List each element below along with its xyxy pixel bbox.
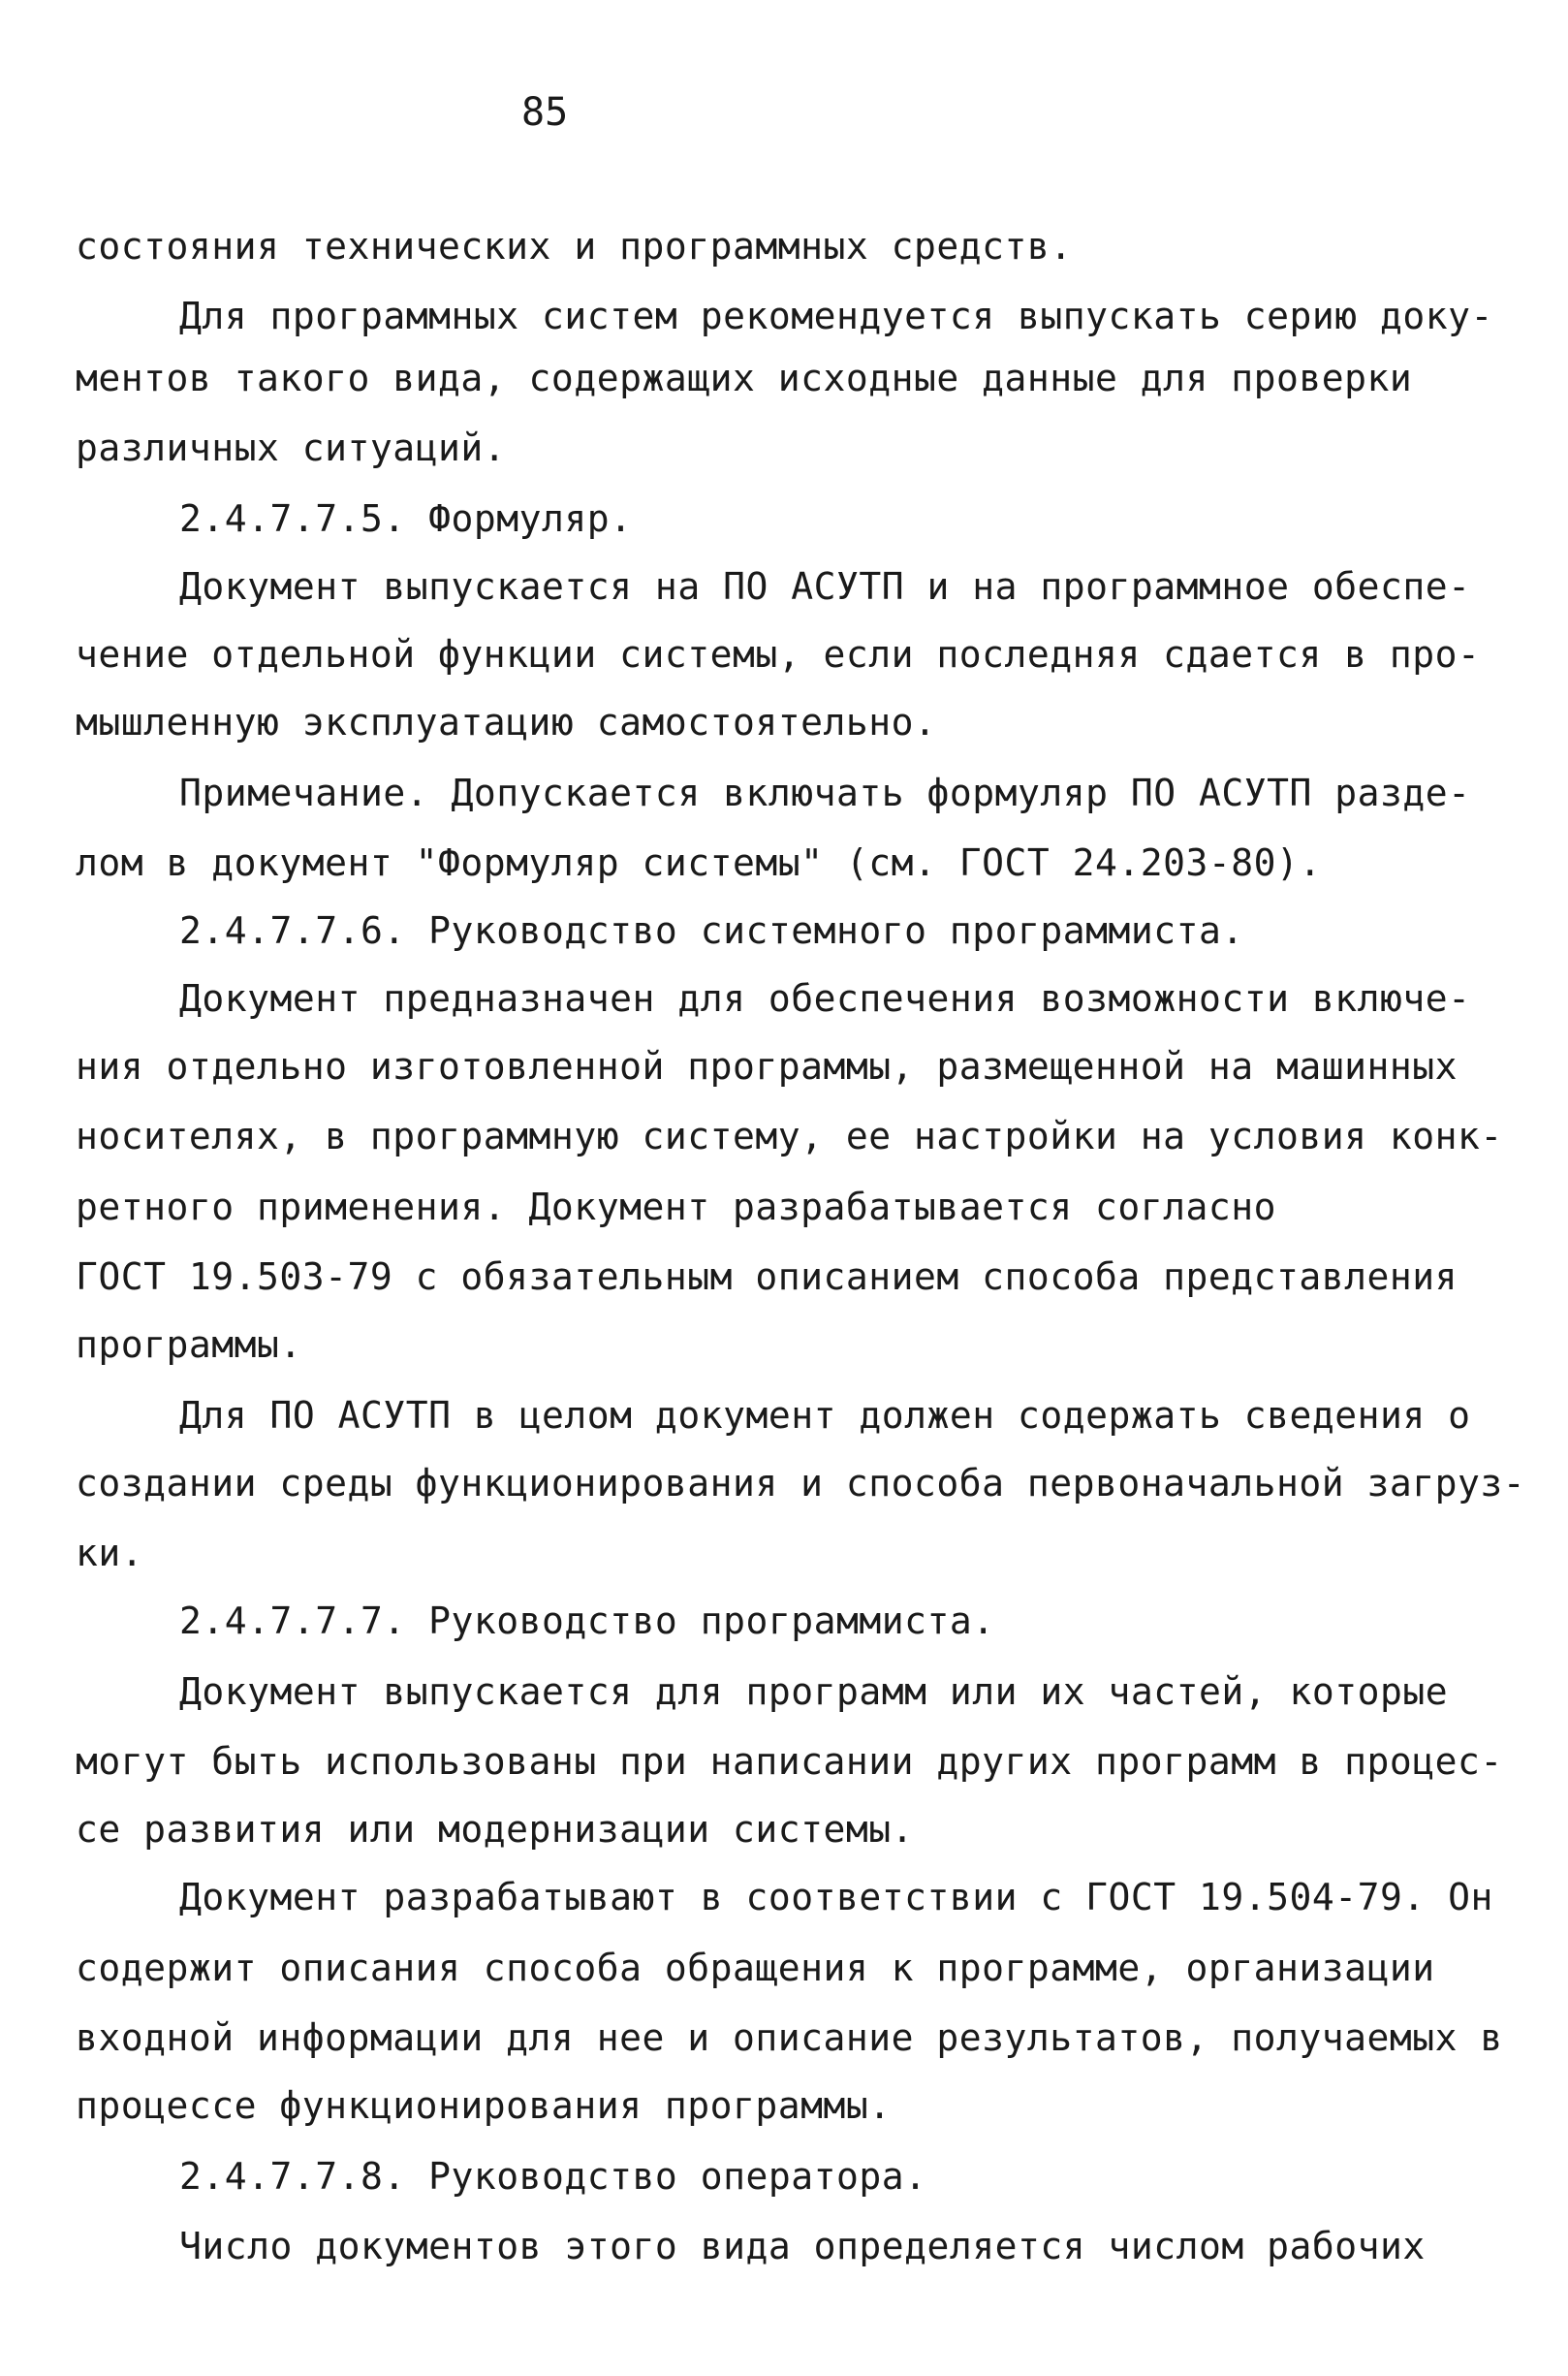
section-heading: 2.4.7.7.5. Формуляр. bbox=[179, 497, 633, 540]
note-line: лом в документ "Формуляр системы" (см. ГОСТ 24.203-80). bbox=[76, 841, 1322, 884]
text-line: се развития или модернизации системы. bbox=[76, 1808, 914, 1851]
section-heading: 2.4.7.7.7. Руководство программиста. bbox=[179, 1600, 995, 1642]
text-line: могут быть использованы при написании других программ в процес- bbox=[76, 1740, 1503, 1783]
text-line: процессе функционирования программы. bbox=[76, 2084, 892, 2127]
text-line: мышленную эксплуатацию самостоятельно. bbox=[76, 701, 937, 744]
text-line: создании среды функционирования и способа первоначальной загруз- bbox=[76, 1462, 1526, 1505]
text-line: Документ предназначен для обеспечения возможности включе- bbox=[179, 977, 1471, 1020]
section-heading: 2.4.7.7.8. Руководство оператора. bbox=[179, 2155, 927, 2198]
page-number: 85 bbox=[521, 90, 569, 135]
text-line: Для ПО АСУТП в целом документ должен содержать сведения о bbox=[179, 1394, 1471, 1437]
text-line: Число документов этого вида определяется числом рабочих bbox=[179, 2225, 1426, 2267]
text-line: Для программных систем рекомендуется выпускать серию доку- bbox=[179, 295, 1493, 337]
text-line: Документ выпускается для программ или их частей, которые bbox=[179, 1670, 1449, 1713]
text-line: ния отдельно изготовленной программы, размещенной на машинных bbox=[76, 1045, 1458, 1088]
text-line: ретного применения. Документ разрабатывается согласно bbox=[76, 1186, 1277, 1228]
text-line: Документ разрабатывают в соответствии с ГОСТ 19.504-79. Он bbox=[179, 1876, 1493, 1918]
text-line: носителях, в программную систему, ее настройки на условия конк- bbox=[76, 1115, 1503, 1157]
text-line: ментов такого вида, содержащих исходные данные для проверки bbox=[76, 357, 1413, 399]
note-line: Примечание. Допускается включать формуляр ПО АСУТП разде- bbox=[179, 772, 1471, 814]
text-line: входной информации для нее и описание результатов, получаемых в bbox=[76, 2016, 1503, 2059]
text-line: ки. bbox=[76, 1532, 144, 1574]
text-line: чение отдельной функции системы, если последняя сдается в про- bbox=[76, 633, 1481, 676]
text-line: ГОСТ 19.503-79 с обязательным описанием способа представления bbox=[76, 1255, 1458, 1298]
text-line: различных ситуаций. bbox=[76, 427, 507, 469]
section-heading: 2.4.7.7.6. Руководство системного программиста. bbox=[179, 909, 1244, 952]
text-line: Документ выпускается на ПО АСУТП и на программное обеспе- bbox=[179, 565, 1471, 608]
text-line: программы. bbox=[76, 1323, 302, 1366]
text-line: состояния технических и программных средств. bbox=[76, 225, 1073, 268]
text-line: содержит описания способа обращения к программе, организации bbox=[76, 1947, 1435, 1989]
